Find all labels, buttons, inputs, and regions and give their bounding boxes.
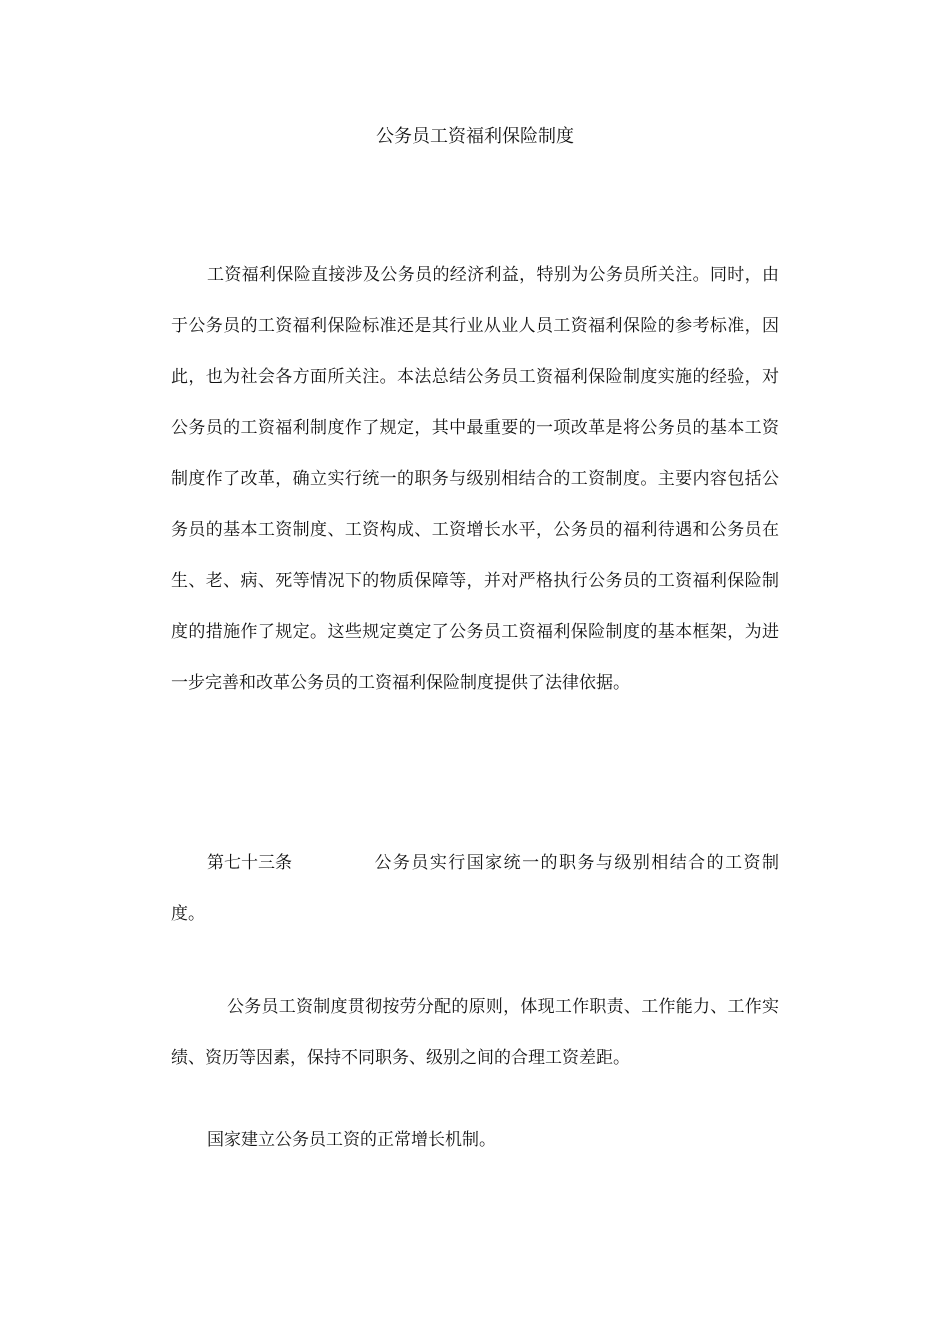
principle-paragraph: 公务员工资制度贯彻按劳分配的原则，体现工作职责、工作能力、工作实绩、资历等因素，保持不同职务、级别之间的合理工资差距。 [171,997,779,1068]
article-paragraph [171,838,779,940]
document-title: 公务员工资福利保险制度 [376,126,574,147]
article-text: 公务员实行国家统一的职务与级别相结合的工资制度。 [171,853,779,924]
article-number: 第七十三条 [207,853,292,873]
intro-paragraph: 工资福利保险直接涉及公务员的经济利益，特别为公务员所关注。同时，由于公务员的工资福利保险标准还是其行业从业人员工资福利保险的参考标准，因此，也为社会各方面所关注。本法总结公务员工资福利保险制度实施的经验，对公务员的工资福利制度作了规定，其中最重要的一项改革是将公务员的基本工资制度作了改革，确立实行统一的职务与级别相结合的工资制度。主要内容包括公务员的基本工资制度、工资构成、工资增长水平，公务员的福利待遇和公务员在生、老、病、死等情况下的物质保障等，并对严格执行公务员的工资福利保险制度的措施作了规定。这些规定奠定了公务员工资福利保险制度的基本框架，为进一步完善和改革公务员的工资福利保险制度提供了法律依据。 [171,265,779,693]
mechanism-paragraph: 国家建立公务员工资的正常增长机制。 [207,1130,496,1150]
